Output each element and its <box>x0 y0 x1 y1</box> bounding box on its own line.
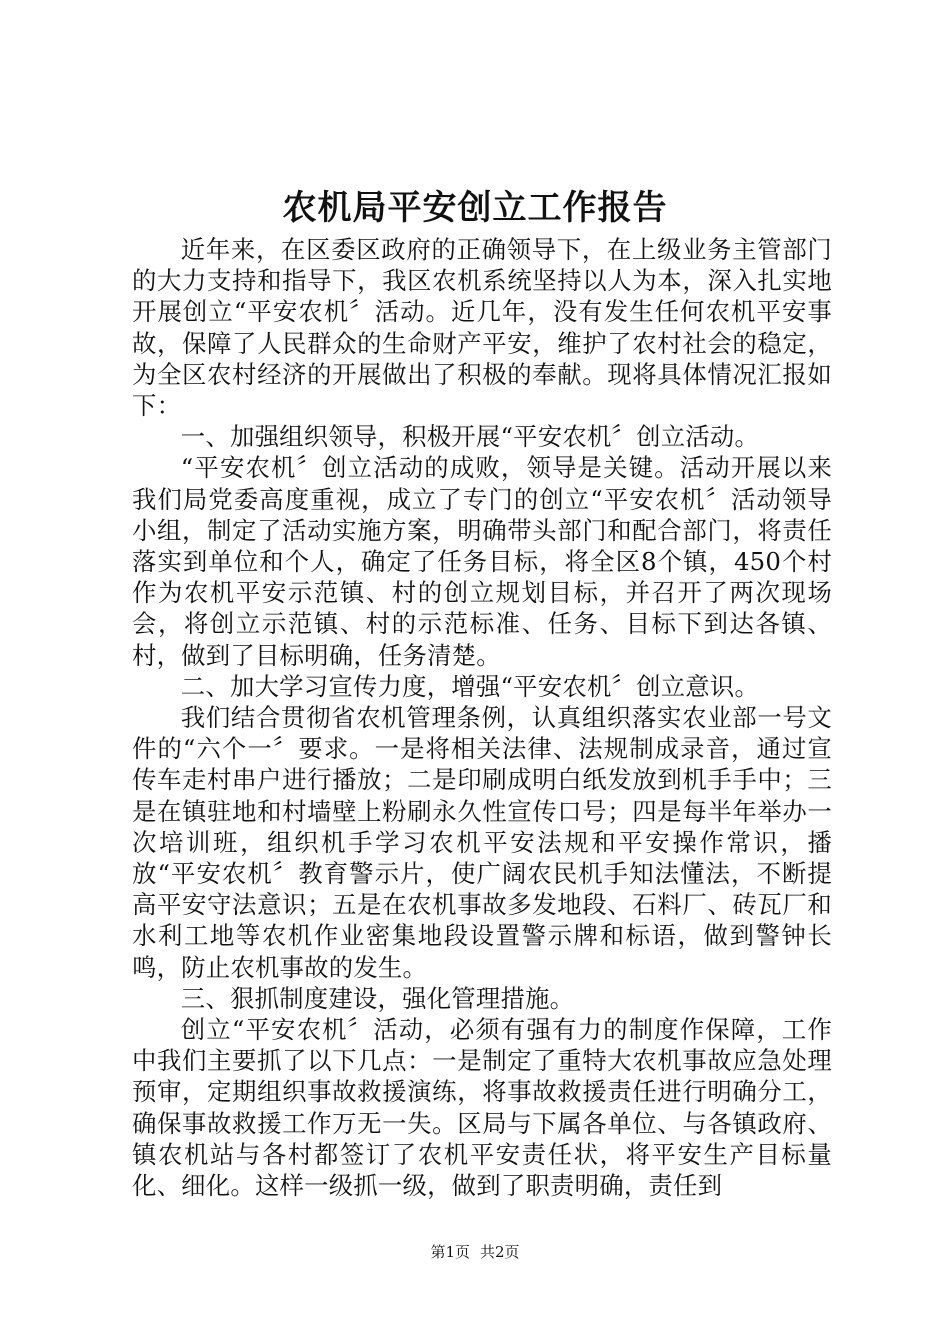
section-heading-3: 三、狠抓制度建设，强化管理措施。 <box>180 983 575 1013</box>
intro-paragraph: 近年来，在区委区政府的正确领导下，在上级业务主管部门的大力支持和指导下，我区农机系统坚持以人为本，深入扎实地开展创立“平安农机〞活动。近几年，没有发生任何农机平安事故，保障了人民群众的生命财产平安，维护了农村社会的稳定，为全区农村经济的开展做出了积极的奉献。现将具体情况汇报如下： <box>132 235 832 421</box>
page-total: 共2页 <box>480 1243 520 1261</box>
section-heading-2: 二、加大学习宣传力度，增强“平安农机〞创立意识。 <box>180 671 760 701</box>
document-title: 农机局平安创立工作报告 <box>282 188 668 228</box>
page-footer <box>0 1242 950 1262</box>
section-1-paragraph: “平安农机〞创立活动的成败，领导是关键。活动开展以来我们局党委高度重视，成立了专门的创立“平安农机〞活动领导小组，制定了活动实施方案，明确带头部门和配合部门，将责任落实到单位和个人，确定了任务目标，将全区8个镇，450个村作为农机平安示范镇、村的创立规划目标，并召开了两次现场会，将创立示范镇、村的示范标准、任务、目标下到达各镇、村，做到了目标明确，任务清楚。 <box>132 453 832 670</box>
page-number: 第1页 <box>430 1243 470 1261</box>
section-heading-1: 一、加强组织领导，积极开展“平安农机〞创立活动。 <box>180 422 760 452</box>
document-body <box>132 234 832 1201</box>
section-3-paragraph: 创立“平安农机〞活动，必须有强有力的制度作保障，工作中我们主要抓了以下几点：一是制定了重特大农机事故应急处理预审，定期组织事故救援演练，将事故救援责任进行明确分工，确保事故救援工作万无一失。区局与下属各单位、与各镇政府、镇农机站与各村都签订了农机平安责任状，将平安生产目标量化、细化。这样一级抓一级，做到了职责明确，责任到 <box>132 1015 832 1201</box>
section-2-paragraph: 我们结合贯彻省农机管理条例，认真组织落实农业部一号文件的“六个一〞要求。一是将相关法律、法规制成录音，通过宣传车走村串户进行播放；二是印刷成明白纸发放到机手手中；三是在镇驻地和村墙壁上粉刷永久性宣传口号；四是每半年举办一次培训班，组织机手学习农机平安法规和平安操作常识，播放“平安农机〞教育警示片，使广阔农民机手知法懂法，不断提高平安守法意识；五是在农机事故多发地段、石料厂、砖瓦厂和水利工地等农机作业密集地段设置警示牌和标语，做到警钟长鸣，防止农机事故的发生。 <box>132 703 832 982</box>
